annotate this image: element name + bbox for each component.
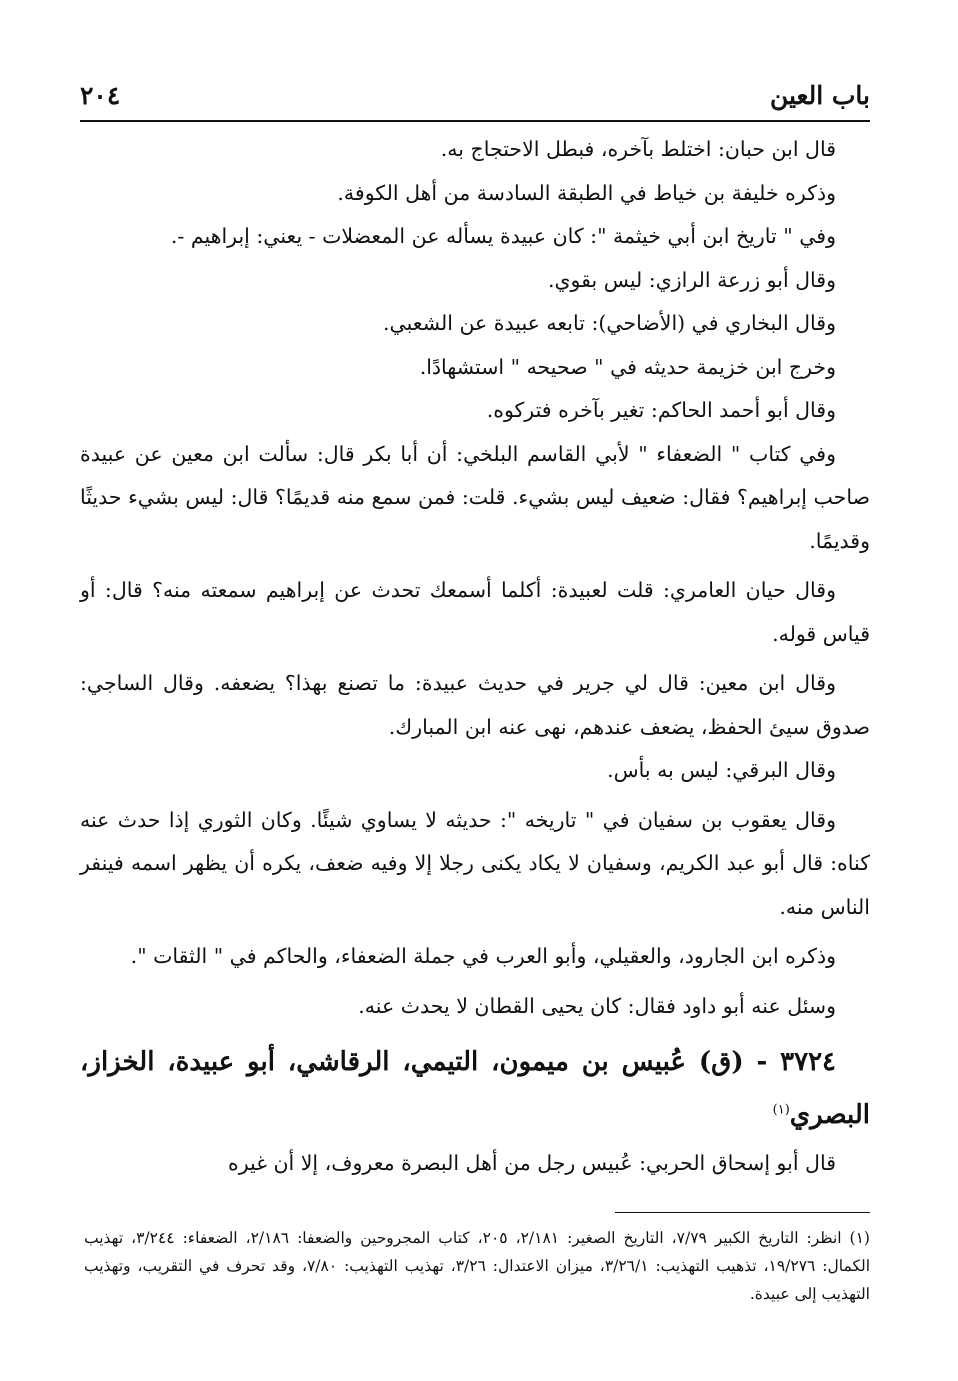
footnote: (١) انظر: التاريخ الكبير ٧/٧٩، التاريخ الصغير: ٢/١٨١، ٢٠٥، كتاب المجروحين والضعفا: ٢/١٨٦، الضعفاء: ٣/٢٤٤، تهذيب الكمال: ١٩/٢٧٦، تذهيب التهذيب: ٣/٢٦/١، ميزان الاعتدال: ٣/٢٦، تهذيب التهذيب: ٧/٨٠، وقد تحرف في التقريب، وتهذيب التهذيب إلى عبيدة. xyxy=(84,1229,871,1303)
chapter-title: باب العين xyxy=(769,81,870,110)
paragraph: وفي كتاب " الضعفاء " لأبي القاسم البلخي: أن أبا بكر قال: سألت ابن معين عن عبيدة صاحب إبراهيم؟ فقال: ضعيف ليس بشيء. قلت: فمن سمع منه قديمًا؟ قال: ليس بشيء حديثًا وقديمًا. xyxy=(80,441,870,553)
paragraph: وسئل عنه أبو داود فقال: كان يحيى القطان لا يحدث عنه. xyxy=(358,993,836,1018)
footnote-divider xyxy=(615,1212,870,1213)
paragraph: وخرج ابن خزيمة حديثه في " صحيحه " استشهادًا. xyxy=(419,354,836,379)
page-number: ٢٠٤ xyxy=(80,81,121,110)
paragraph: وقال ابن معين: قال لي جرير في حديث عبيدة: ما تصنع بهذا؟ يضعفه. وقال الساجي: صدوق سيئ الحفظ، يضعف عندهم، نهى عنه ابن المبارك. xyxy=(80,671,870,739)
paragraph: وقال البرقي: ليس به بأس. xyxy=(607,758,836,782)
paragraph: وذكره خليفة بن خياط في الطبقة السادسة من أهل الكوفة. xyxy=(337,180,836,205)
entry-heading-text: ٣٧٢٤ - (ق) عُبيس بن ميمون، التيمي، الرقاشي، أبو عبيدة، الخزاز، البصري xyxy=(80,1047,870,1130)
paragraph: وفي " تاريخ ابن أبي خيثمة ": كان عبيدة يسأله عن المعضلات - يعني: إبراهيم -. xyxy=(170,224,836,248)
paragraph: قال ابن حبان: اختلط بآخره، فبطل الاحتجاج به. xyxy=(440,137,836,161)
header-divider xyxy=(80,120,870,122)
paragraph: وقال البخاري في (الأضاحي): تابعه عبيدة عن الشعبي. xyxy=(383,311,836,335)
main-text xyxy=(80,128,870,1186)
paragraph: وقال أبو أحمد الحاكم: تغير بآخره فتركوه. xyxy=(486,398,836,422)
paragraph: وقال يعقوب بن سفيان في " تاريخه ": حديثه لا يساوي شيئًا. وكان الثوري إذا حدث عنه كناه: قال أبو عبد الكريم، وسفيان لا يكاد يكنى رجلا إلا وفيه ضعف، يكره أن يظهر اسمه فينفر الناس منه. xyxy=(80,807,870,919)
footnote-marker: (١) xyxy=(772,1102,790,1118)
paragraph: قال أبو إسحاق الحربي: عُبيس رجل من أهل البصرة معروف، إلا أن غيره xyxy=(227,1151,836,1175)
paragraph: وقال حيان العامري: قلت لعبيدة: أكلما أسمعك تحدث عن إبراهيم سمعته منه؟ قال: أو قياس قوله. xyxy=(80,578,870,646)
paragraph: وذكره ابن الجارود، والعقيلي، وأبو العرب في جملة الضعفاء، والحاكم في " الثقات ". xyxy=(130,944,836,968)
page-header xyxy=(80,74,870,118)
paragraph: وقال أبو زرعة الرازي: ليس بقوي. xyxy=(547,267,836,292)
biography-entry-heading xyxy=(80,1036,870,1142)
